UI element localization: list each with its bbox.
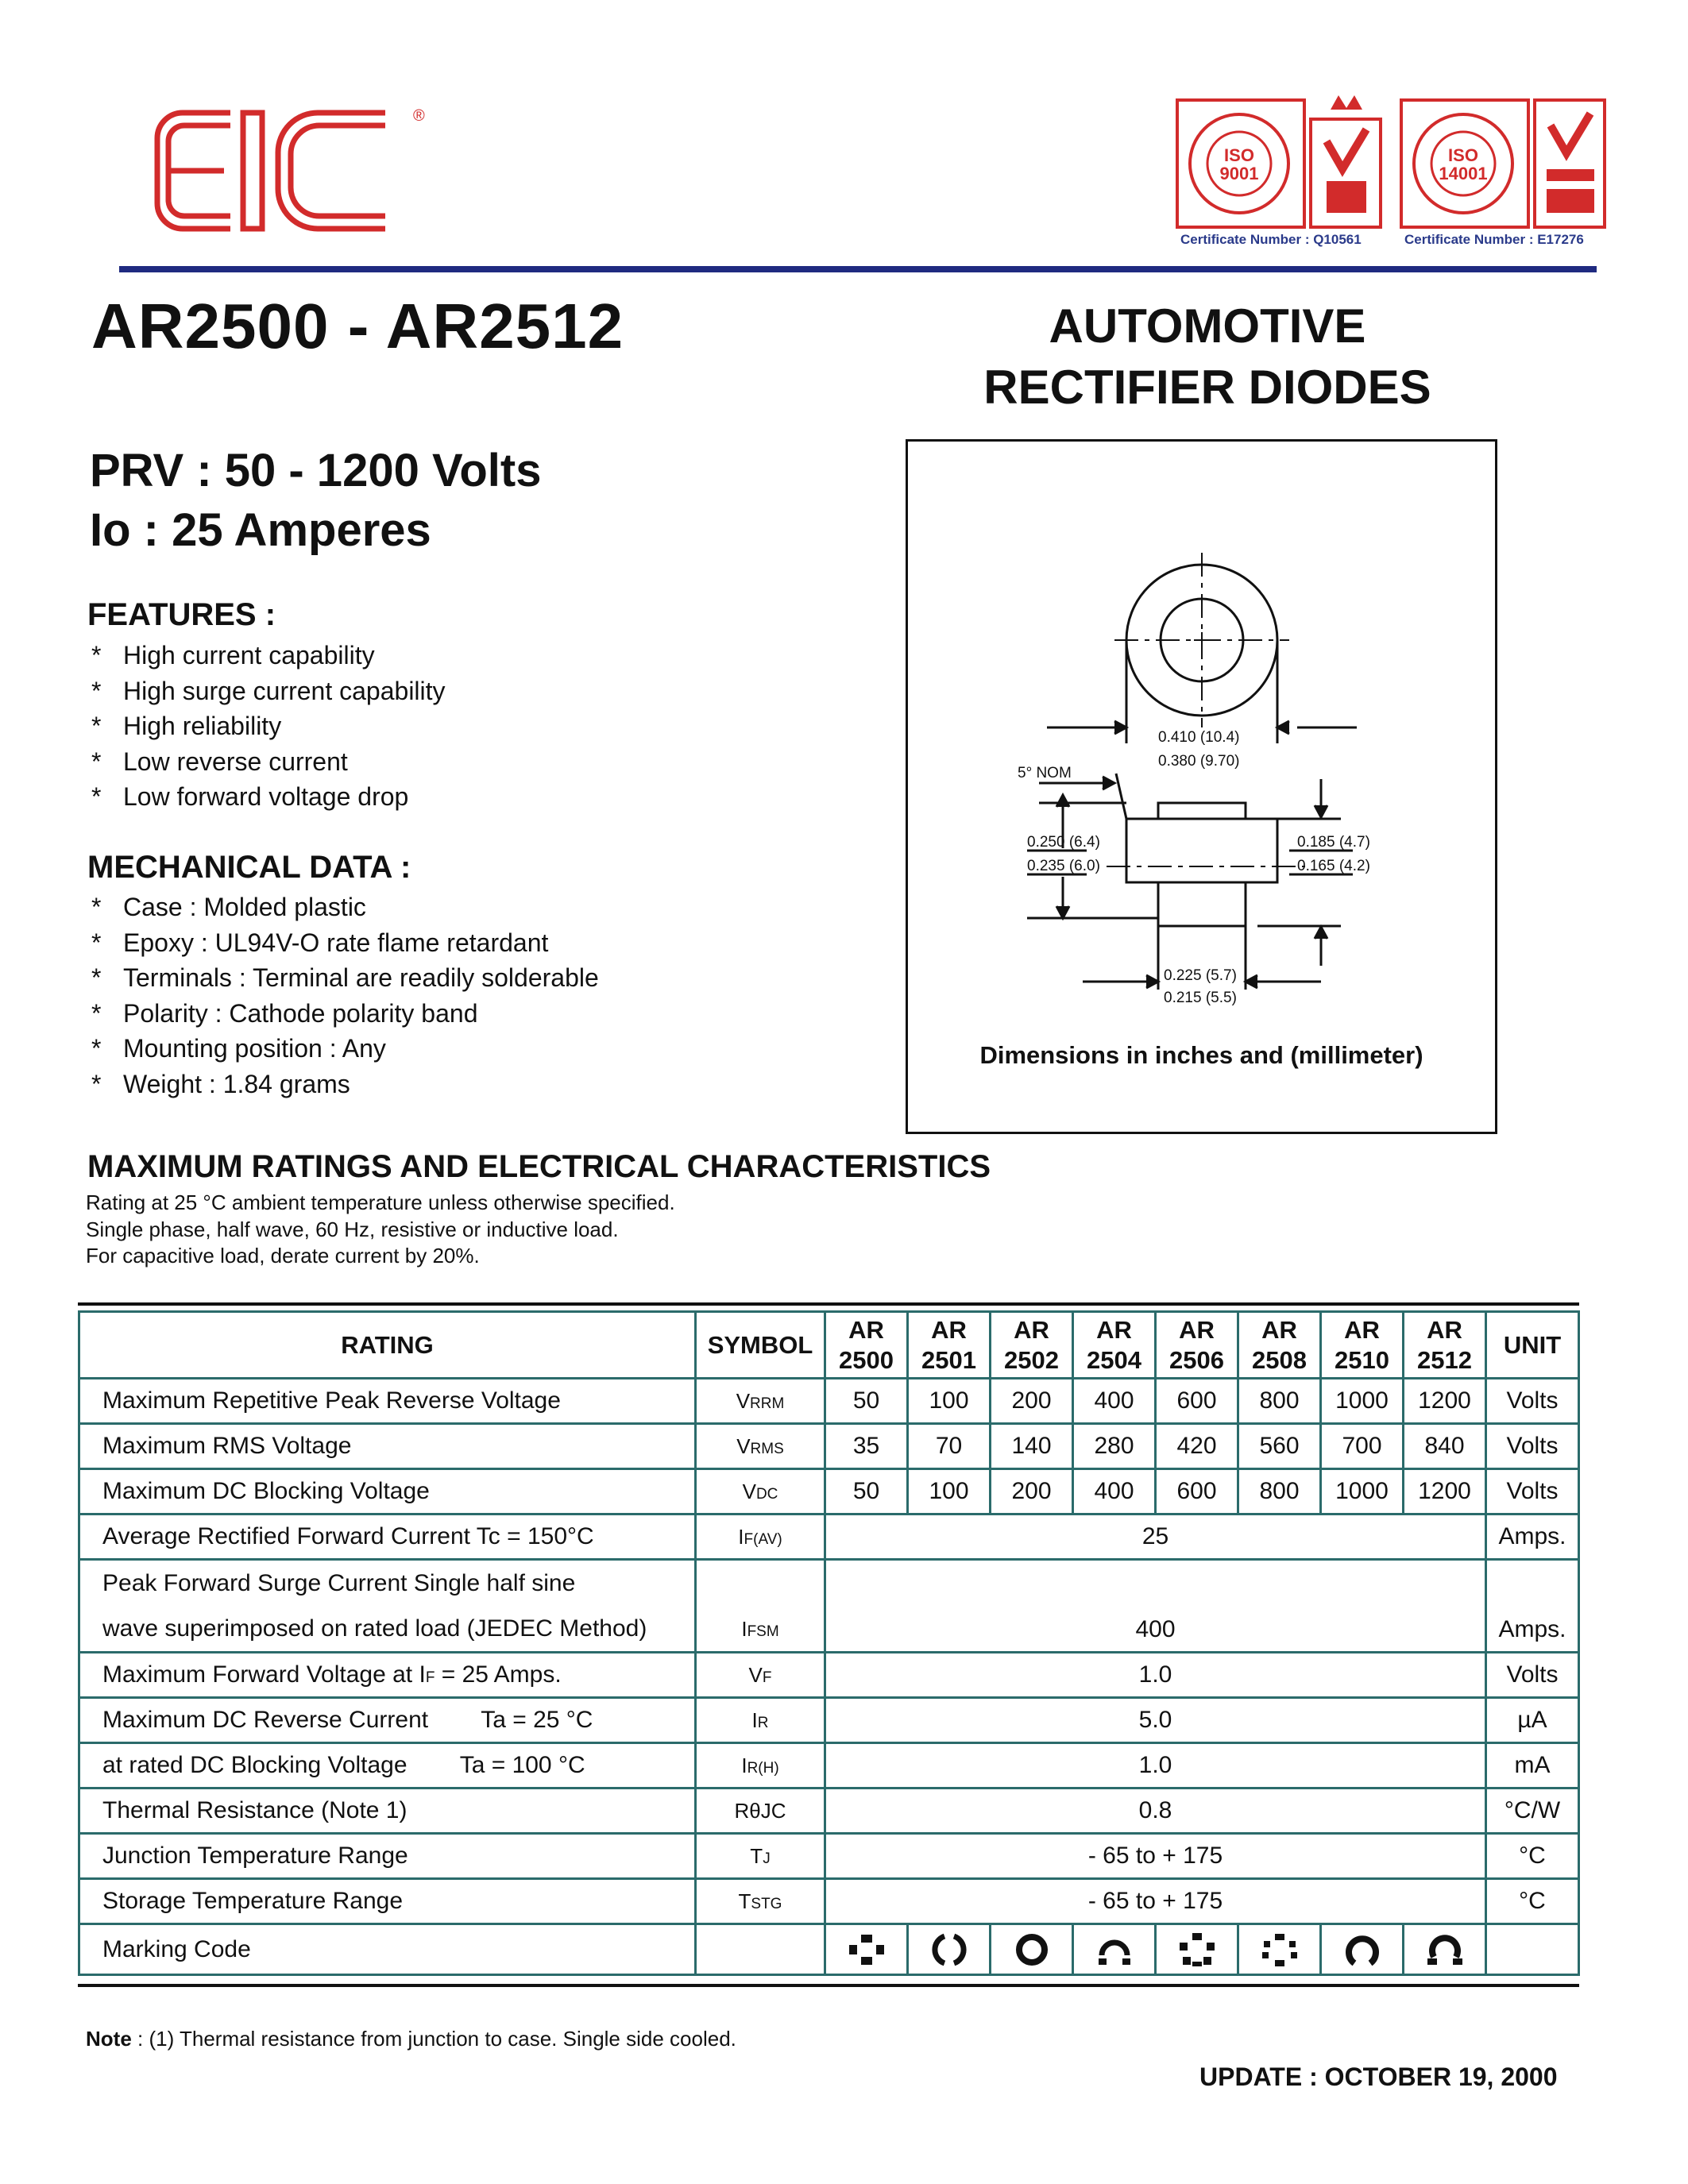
table-cell: 100 — [908, 1469, 991, 1515]
row-symbol: VDC — [696, 1469, 825, 1515]
table-cell: 5.0 — [825, 1698, 1486, 1743]
table-cell: 420 — [1156, 1424, 1238, 1469]
svg-text:9001: 9001 — [1219, 164, 1259, 183]
list-item: * Weight : 1.84 grams — [91, 1069, 350, 1098]
condition-line: Single phase, half wave, 60 Hz, resistive or inductive load. — [86, 1217, 619, 1241]
row-label: Maximum DC Reverse Current Ta = 25 °C — [79, 1698, 696, 1743]
row-label: Storage Temperature Range — [79, 1879, 696, 1924]
row-label: at rated DC Blocking Voltage Ta = 100 °C — [79, 1743, 696, 1788]
col-header-part: AR 2500 — [825, 1312, 908, 1379]
condition-line: For capacitive load, derate current by 20%. — [86, 1244, 480, 1268]
row-unit: Amps. — [1486, 1515, 1579, 1560]
row-unit: µA — [1486, 1698, 1579, 1743]
svg-text:ISO: ISO — [1448, 145, 1478, 165]
table-row — [79, 1698, 1579, 1743]
dim-dia-min: 0.380 (9.70) — [1158, 753, 1240, 770]
row-symbol: VRMS — [696, 1424, 825, 1469]
part-range-title: AR2500 - AR2512 — [91, 291, 624, 361]
dim-base-max: 0.225 (5.7) — [1164, 967, 1237, 984]
table-cell: 1000 — [1321, 1379, 1404, 1424]
table-row — [79, 1424, 1579, 1469]
row-symbol: TSTG — [696, 1879, 825, 1924]
list-item: * High reliability — [91, 712, 282, 740]
package-outline-drawing — [908, 442, 1496, 1013]
table-cell: 1.0 — [825, 1653, 1486, 1698]
table-cell: 140 — [991, 1424, 1073, 1469]
table-cell: 700 — [1321, 1424, 1404, 1469]
row-label: Junction Temperature Range — [79, 1834, 696, 1879]
row-symbol: IR — [696, 1698, 825, 1743]
row-symbol: VF — [696, 1653, 825, 1698]
table-top-rule — [78, 1302, 1579, 1306]
table-cell: 1200 — [1404, 1379, 1486, 1424]
col-header-part: AR 2501 — [908, 1312, 991, 1379]
table-bottom-rule — [78, 1984, 1579, 1987]
row-unit: Volts — [1486, 1653, 1579, 1698]
list-item: * High current capability — [91, 641, 375, 669]
table-cell: - 65 to + 175 — [825, 1834, 1486, 1879]
row-unit: Volts — [1486, 1469, 1579, 1515]
list-item: * Terminals : Terminal are readily solderable — [91, 963, 599, 992]
row-symbol — [696, 1924, 825, 1975]
list-item: * Polarity : Cathode polarity band — [91, 998, 478, 1028]
row-label: Marking Code — [79, 1924, 696, 1975]
list-item: * Low forward voltage drop — [91, 782, 409, 811]
row-symbol: IF(AV) — [696, 1515, 825, 1560]
table-cell: 800 — [1238, 1379, 1321, 1424]
dim-dia-max: 0.410 (10.4) — [1158, 729, 1240, 746]
dim-height-min: 0.235 (6.0) — [1027, 858, 1100, 874]
table-cell: 400 — [825, 1560, 1486, 1653]
cert-number-14001: Certificate Number : E17276 — [1404, 232, 1584, 247]
dim-body-max: 0.185 (4.7) — [1297, 834, 1370, 851]
marking-code-2504-icon — [1073, 1924, 1156, 1975]
marking-code-2512-icon — [1404, 1924, 1486, 1975]
table-row — [79, 1469, 1579, 1515]
condition-line: Rating at 25 °C ambient temperature unless otherwise specified. — [86, 1190, 675, 1214]
row-label: Peak Forward Surge Current Single half sine wave superimposed on rated load (JEDEC Method) — [79, 1560, 696, 1653]
update-date: UPDATE : OCTOBER 19, 2000 — [1199, 2062, 1558, 2091]
dim-base-min: 0.215 (5.5) — [1164, 990, 1237, 1006]
dim-angle: 5° NOM — [1018, 765, 1072, 781]
table-cell: 600 — [1156, 1469, 1238, 1515]
col-header-rating: RATING — [79, 1312, 696, 1379]
col-header-part: AR 2504 — [1073, 1312, 1156, 1379]
list-item: * Case : Molded plastic — [91, 893, 366, 921]
row-unit: Volts — [1486, 1424, 1579, 1469]
table-cell: 560 — [1238, 1424, 1321, 1469]
mechanical-list — [87, 889, 599, 1102]
table-cell: 1000 — [1321, 1469, 1404, 1515]
marking-code-2510-icon — [1321, 1924, 1404, 1975]
row-symbol: RθJC — [696, 1788, 825, 1834]
eic-logo — [151, 103, 437, 246]
table-cell: 100 — [908, 1379, 991, 1424]
col-header-part: AR 2512 — [1404, 1312, 1486, 1379]
table-cell: 0.8 — [825, 1788, 1486, 1834]
ratings-conditions — [86, 1190, 675, 1270]
row-unit: °C/W — [1486, 1788, 1579, 1834]
row-unit: °C — [1486, 1879, 1579, 1924]
row-unit: Volts — [1486, 1379, 1579, 1424]
features-list — [87, 638, 446, 815]
note-label: Note — [86, 2027, 132, 2051]
product-title-line2: RECTIFIER DIODES — [983, 361, 1431, 414]
table-row — [79, 1379, 1579, 1424]
table-cell: 280 — [1073, 1424, 1156, 1469]
mechanical-heading: MECHANICAL DATA : — [87, 850, 411, 885]
table-row — [79, 1834, 1579, 1879]
features-heading: FEATURES : — [87, 597, 276, 632]
marking-code-2508-icon — [1238, 1924, 1321, 1975]
table-cell: 25 — [825, 1515, 1486, 1560]
row-symbol: IFSM — [696, 1560, 825, 1653]
table-cell: - 65 to + 175 — [825, 1879, 1486, 1924]
row-label: Maximum DC Blocking Voltage — [79, 1469, 696, 1515]
dimension-drawing-box — [906, 439, 1497, 1134]
table-cell: 70 — [908, 1424, 991, 1469]
col-header-part: AR 2502 — [991, 1312, 1073, 1379]
row-label: Maximum Forward Voltage at IF = 25 Amps. — [79, 1653, 696, 1698]
table-cell: 400 — [1073, 1379, 1156, 1424]
marking-code-2502-icon — [991, 1924, 1073, 1975]
list-item: * High surge current capability — [91, 676, 446, 705]
table-cell: 840 — [1404, 1424, 1486, 1469]
row-label: Average Rectified Forward Current Tc = 150°C — [79, 1515, 696, 1560]
table-row — [79, 1560, 1579, 1653]
row-unit: mA — [1486, 1743, 1579, 1788]
table-cell: 1200 — [1404, 1469, 1486, 1515]
table-row — [79, 1743, 1579, 1788]
list-item: * Epoxy : UL94V-O rate flame retardant — [91, 928, 549, 957]
dim-height-max: 0.250 (6.4) — [1027, 834, 1100, 851]
table-row — [79, 1653, 1579, 1698]
table-cell: 600 — [1156, 1379, 1238, 1424]
table-cell: 200 — [991, 1469, 1073, 1515]
row-label: Maximum Repetitive Peak Reverse Voltage — [79, 1379, 696, 1424]
table-cell: 400 — [1073, 1469, 1156, 1515]
table-cell: 800 — [1238, 1469, 1321, 1515]
row-symbol: IR(H) — [696, 1743, 825, 1788]
table-row — [79, 1879, 1579, 1924]
row-unit: Amps. — [1486, 1560, 1579, 1653]
dimensions-caption: Dimensions in inches and (millimeter) — [979, 1041, 1423, 1069]
col-header-part: AR 2510 — [1321, 1312, 1404, 1379]
product-title — [890, 295, 1525, 418]
iso14001-badge — [1400, 94, 1606, 233]
marking-code-2501-icon — [908, 1924, 991, 1975]
iso9001-badge — [1176, 94, 1382, 233]
table-row — [79, 1515, 1579, 1560]
registered-mark: ® — [413, 107, 425, 125]
io-spec: Io : 25 Amperes — [90, 504, 431, 556]
col-header-part: AR 2508 — [1238, 1312, 1321, 1379]
row-label: Thermal Resistance (Note 1) — [79, 1788, 696, 1834]
table-cell: 1.0 — [825, 1743, 1486, 1788]
svg-text:ISO: ISO — [1224, 145, 1254, 165]
col-header-part: AR 2506 — [1156, 1312, 1238, 1379]
table-row — [79, 1788, 1579, 1834]
table-header-row — [79, 1312, 1579, 1379]
col-header-symbol: SYMBOL — [696, 1312, 825, 1379]
marking-code-2506-icon — [1156, 1924, 1238, 1975]
ratings-heading: MAXIMUM RATINGS AND ELECTRICAL CHARACTERISTICS — [87, 1149, 991, 1184]
col-header-unit: UNIT — [1486, 1312, 1579, 1379]
row-symbol: TJ — [696, 1834, 825, 1879]
prv-spec: PRV : 50 - 1200 Volts — [90, 445, 542, 496]
marking-code-2500-icon — [825, 1924, 908, 1975]
table-cell: 50 — [825, 1469, 908, 1515]
table-cell: 50 — [825, 1379, 908, 1424]
svg-text:14001: 14001 — [1439, 164, 1488, 183]
table-cell: 200 — [991, 1379, 1073, 1424]
row-label: Maximum RMS Voltage — [79, 1424, 696, 1469]
row-symbol: VRRM — [696, 1379, 825, 1424]
footnote — [86, 2027, 736, 2051]
list-item: * Mounting position : Any — [91, 1034, 386, 1063]
summary-specs — [90, 441, 541, 560]
row-unit — [1486, 1924, 1579, 1975]
header-rule — [119, 266, 1597, 272]
row-unit: °C — [1486, 1834, 1579, 1879]
note-text: : (1) Thermal resistance from junction to case. Single side cooled. — [131, 2027, 736, 2051]
ratings-table — [78, 1310, 1580, 1976]
cert-number-9001: Certificate Number : Q10561 — [1180, 232, 1362, 247]
table-row-marking — [79, 1924, 1579, 1975]
list-item: * Low reverse current — [91, 747, 348, 776]
dim-body-min: 0.165 (4.2) — [1297, 858, 1370, 874]
table-cell: 35 — [825, 1424, 908, 1469]
product-title-line1: AUTOMOTIVE — [1049, 299, 1366, 353]
